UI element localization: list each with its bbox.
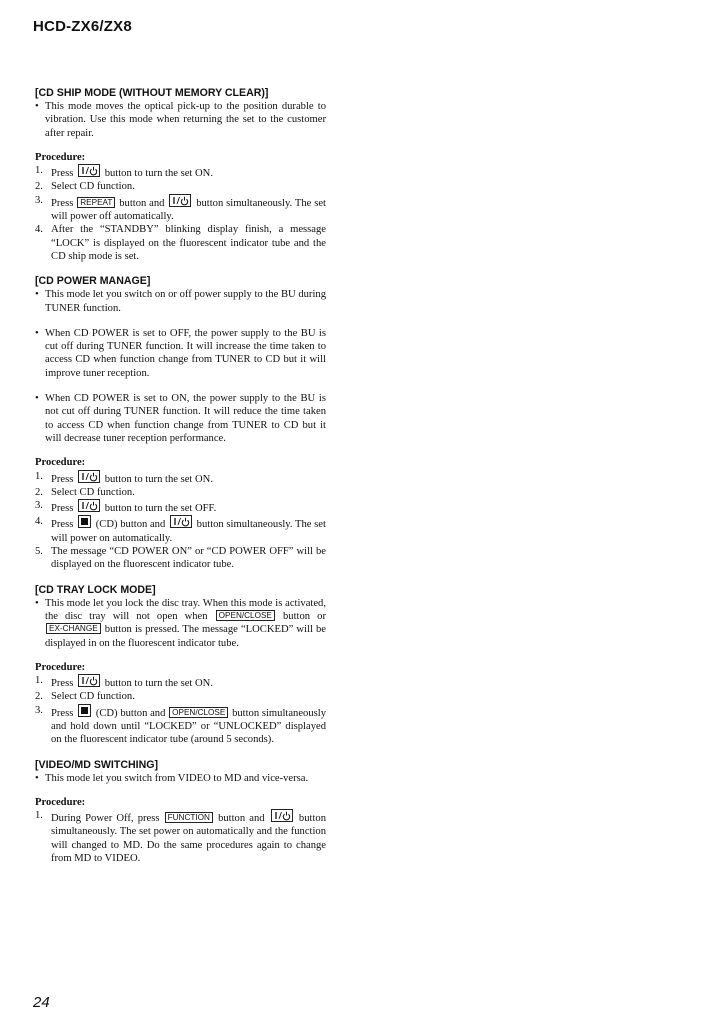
procedure-step [35, 690, 326, 703]
step-text: button simultaneously. The set will power off automatically. [51, 197, 326, 223]
section-heading: [CD POWER MANAGE] [35, 275, 151, 288]
step-text: After the “STANDBY” blinking display finish, a message “LOCK” is displayed on the fluorescent indicator tube and the CD ship mode is set. [51, 224, 326, 262]
step-text: button to turn the set ON. [104, 678, 213, 690]
procedure-step [35, 194, 326, 224]
step-text: Press [51, 707, 74, 719]
step-text: The message “CD POWER ON” or “CD POWER OFF” will be displayed on the fluorescent indicator tube. [51, 546, 326, 571]
step-text: button and [119, 197, 165, 209]
bullet-text: • When CD POWER is set to ON, the power supply to the BU is not cut off during TUNER function. It will reduce the time taken to access CD when function change from TUNER to CD but it will decrease tuner reception performance. [35, 392, 326, 445]
section-heading: [CD TRAY LOCK MODE] [35, 583, 156, 596]
step-number: 3. [35, 704, 43, 716]
step-text: Press [51, 168, 74, 180]
power-button-icon [169, 194, 191, 207]
procedure-title: Procedure: [35, 661, 86, 673]
step-number: 3. [35, 500, 43, 512]
procedure-title: Procedure: [35, 151, 86, 163]
step-number: 1. [35, 810, 43, 822]
section-cd-ship-mode [35, 86, 326, 263]
section-video-md-switching [35, 758, 326, 866]
procedure-step [35, 809, 326, 865]
cd-label: (CD) [95, 519, 118, 531]
bullet-text-part: button or [283, 610, 326, 622]
stop-button-icon [78, 704, 91, 717]
section-heading: [VIDEO/MD SWITCHING] [35, 758, 158, 771]
procedure-title: Procedure: [35, 457, 86, 469]
open-close-key: OPEN/CLOSE [216, 610, 275, 621]
power-button-icon [170, 515, 192, 528]
step-text: Press [51, 473, 74, 485]
bullet-text [35, 597, 326, 650]
step-text: button to turn the set OFF. [104, 503, 217, 515]
step-number: 2. [35, 486, 43, 498]
content-column [35, 86, 326, 876]
procedure-step [35, 515, 326, 545]
cd-label: (CD) [95, 707, 118, 719]
step-text: Select CD function. [51, 486, 135, 498]
model-header: HCD-ZX6/ZX8 [33, 18, 132, 35]
bullet-text-part: This mode let you lock the disc tray. When this mode is activated, the disc tray will not open when [45, 597, 326, 622]
step-number: 1. [35, 675, 43, 687]
ex-change-key: EX-CHANGE [46, 623, 101, 634]
step-text: button simultaneously and hold down until “LOCKED” or “UNLOCKED” displayed on the fluorescent indicator tube (around 5 seconds). [51, 707, 327, 746]
procedure-step [35, 223, 326, 263]
step-number: 1. [35, 470, 43, 482]
step-text: During Power Off, press [51, 813, 160, 825]
step-number: 2. [35, 691, 43, 703]
procedure-step [35, 164, 326, 180]
procedure-step [35, 674, 326, 690]
step-text: Press [51, 519, 74, 531]
stop-button-icon [78, 515, 91, 528]
step-number: 2. [35, 181, 43, 193]
page-number: 24 [33, 994, 50, 1011]
bullet-text: • When CD POWER is set to OFF, the power supply to the BU is cut off during TUNER function. It will increase the time taken to access CD when function change from TUNER to CD but it will improve tuner reception. [35, 327, 326, 380]
section-cd-power-manage [35, 274, 326, 571]
step-number: 4. [35, 516, 43, 528]
bullet-text: • This mode let you switch from VIDEO to MD and vice-versa. [35, 772, 326, 785]
open-close-key: OPEN/CLOSE [169, 707, 228, 718]
step-text: Select CD function. [51, 181, 135, 193]
step-text: button simultaneously. The set will power on automatically. [51, 519, 326, 544]
power-button-icon [78, 470, 100, 483]
step-text: Select CD function. [51, 691, 135, 703]
section-heading: [CD SHIP MODE (WITHOUT MEMORY CLEAR)] [35, 87, 269, 99]
bullet-text: • This mode moves the optical pick-up to the position durable to vibration. Use this mode when returning the set to the customer after repair. [35, 100, 326, 140]
procedure-title: Procedure: [35, 796, 86, 808]
repeat-key: REPEAT [77, 197, 115, 208]
procedure-step [35, 704, 326, 747]
step-number: 4. [35, 224, 43, 236]
step-text: button and [120, 519, 166, 531]
procedure-step [35, 545, 326, 572]
step-number: 5. [35, 546, 43, 558]
step-number: 1. [35, 165, 43, 177]
step-text: button and [120, 707, 166, 719]
bullet-text-part: button is pressed. The message “LOCKED” will be displayed in on the fluorescent indicator tube. [45, 624, 326, 649]
procedure-step [35, 486, 326, 499]
power-button-icon [78, 674, 100, 687]
function-key: FUNCTION [165, 812, 213, 823]
step-text: button and [218, 813, 265, 825]
power-button-icon [78, 164, 100, 177]
procedure-step [35, 470, 326, 486]
bullet-text: • This mode let you switch on or off power supply to the BU during TUNER function. [35, 288, 326, 315]
step-text: button simultaneously. The set power on automatically and the function will changed to MD. Do the same procedures again to change from MD to VIDEO. [51, 813, 326, 865]
procedure-step [35, 499, 326, 515]
step-number: 3. [35, 194, 43, 206]
step-text: button to turn the set ON. [104, 168, 213, 180]
power-button-icon [78, 499, 100, 512]
procedure-step [35, 180, 326, 193]
step-text: button to turn the set ON. [104, 473, 213, 485]
section-cd-tray-lock-mode [35, 583, 326, 747]
power-button-icon [271, 809, 293, 822]
step-text: Press [51, 678, 74, 690]
step-text: Press [51, 503, 74, 515]
step-text: Press [51, 197, 74, 209]
